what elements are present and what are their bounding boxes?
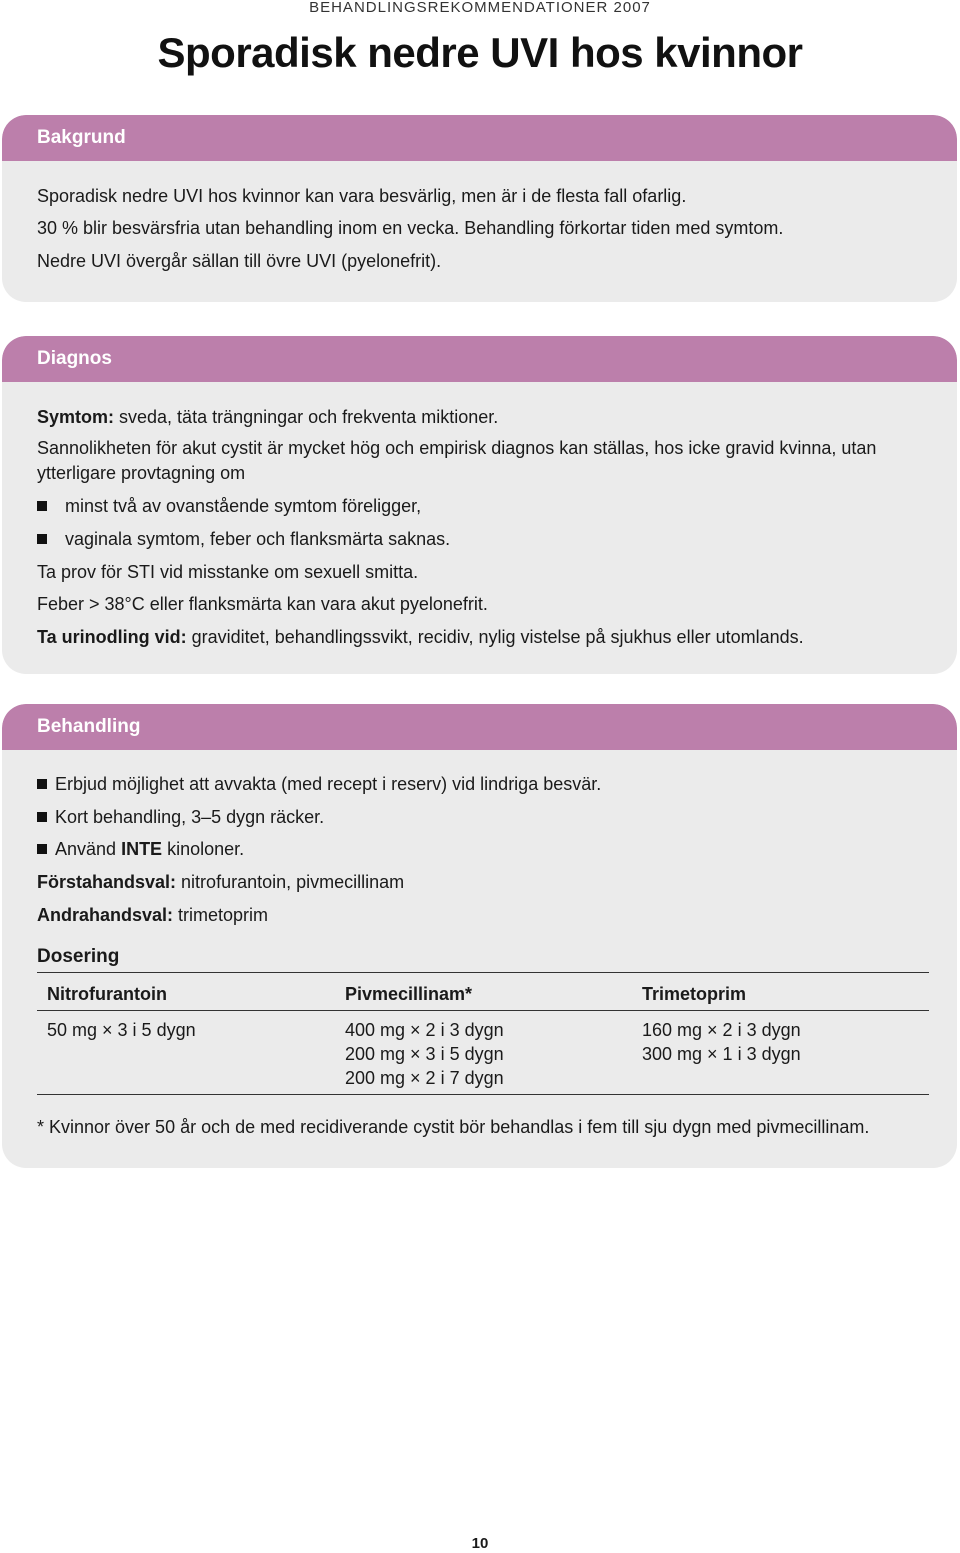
bullet-square-icon <box>37 844 47 854</box>
bakgrund-line-3: Nedre UVI övergår sällan till övre UVI (pyelonefrit). <box>37 251 442 271</box>
bullet-square-icon <box>37 812 47 822</box>
forstahandsval <box>37 871 404 893</box>
diagnos-sti: Ta prov för STI vid misstanke om sexuell smitta. <box>37 562 419 582</box>
dosering-col-header: Pivmecillinam* <box>345 984 473 1004</box>
bullet-square-icon <box>37 501 47 511</box>
andrahandsval-text: trimetoprim <box>173 905 269 925</box>
behandling-bullet-2-text: Kort behandling, 3–5 dygn räcker. <box>55 807 325 827</box>
symtom-label: Symtom: <box>37 407 115 427</box>
symtom-text: sveda, täta trängningar och frekventa miktioner. <box>114 407 499 427</box>
dosering-header-rule <box>37 1010 929 1011</box>
forstahandsval-text: nitrofurantoin, pivmecillinam <box>176 872 405 892</box>
dosering-cell: 300 mg × 1 i 3 dygn <box>642 1044 801 1064</box>
diagnos-bullet-1 <box>37 495 421 517</box>
urinodling-label: Ta urinodling vid: <box>37 627 187 647</box>
diagnos-bullet-2 <box>37 528 450 550</box>
section-behandling <box>2 704 957 1168</box>
dosering-cell: 200 mg × 2 i 7 dygn <box>345 1068 504 1088</box>
forstahandsval-label: Förstahandsval: <box>37 872 177 892</box>
behandling-bullet-1-text: Erbjud möjlighet att avvakta (med recept i reserv) vid lindriga besvär. <box>55 774 602 794</box>
page-title: Sporadisk nedre UVI hos kvinnor <box>157 29 803 76</box>
andrahandsval-label: Andrahandsval: <box>37 905 174 925</box>
diagnos-bullet-1-text: minst två av ovanstående symtom föreligger, <box>65 496 422 516</box>
dosering-top-rule <box>37 972 929 973</box>
dosering-bottom-rule <box>37 1094 929 1095</box>
bullet-square-icon <box>37 534 47 544</box>
diagnos-symtom <box>37 406 498 428</box>
bakgrund-line-2: 30 % blir besvärsfria utan behandling inom en vecka. Behandling förkortar tiden med symtom. <box>37 218 784 238</box>
diagnos-feber: Feber > 38°C eller flanksmärta kan vara akut pyelonefrit. <box>37 594 488 614</box>
dosering-cell: 200 mg × 3 i 5 dygn <box>345 1044 504 1064</box>
diagnos-paragraph: Sannolikheten för akut cystit är mycket hög och empirisk diagnos kan ställas, hos icke gravid kvinna, utan ytterligare provtagning om <box>37 438 877 483</box>
urinodling-text: graviditet, behandlingssvikt, recidiv, nylig vistelse på sjukhus eller utomlands. <box>186 627 804 647</box>
running-head: BEHANDLINGSREKOMMENDATIONER 2007 <box>309 0 651 16</box>
dosering-cell: 50 mg × 3 i 5 dygn <box>47 1020 196 1040</box>
dosering-footnote: * Kvinnor över 50 år och de med recidiverande cystit bör behandlas i fem till sju dygn med pivmecillinam. <box>37 1117 870 1137</box>
bullet-square-icon <box>37 779 47 789</box>
section-bakgrund <box>2 115 957 302</box>
behandling-bullet-2 <box>37 806 324 828</box>
dosering-cell: 400 mg × 2 i 3 dygn <box>345 1020 504 1040</box>
dosering-col-header: Trimetoprim <box>642 984 747 1004</box>
section-header-diagnos: Diagnos <box>2 336 957 382</box>
bakgrund-line-1: Sporadisk nedre UVI hos kvinnor kan vara besvärlig, men är i de flesta fall ofarlig. <box>37 186 687 206</box>
dosering-cell: 160 mg × 2 i 3 dygn <box>642 1020 801 1040</box>
behandling-bullet-3 <box>37 838 244 860</box>
section-diagnos <box>2 336 957 674</box>
behandling-bullet-3-pre: Använd <box>55 839 122 859</box>
dosering-heading: Dosering <box>37 946 120 967</box>
behandling-bullet-3-bold: INTE <box>121 839 163 859</box>
behandling-bullet-3-post: kinoloner. <box>162 839 245 859</box>
section-header-bakgrund: Bakgrund <box>2 115 957 161</box>
section-header-behandling: Behandling <box>2 704 957 750</box>
behandling-bullet-1 <box>37 773 601 795</box>
dosering-col-header: Nitrofurantoin <box>47 984 167 1004</box>
page-number: 10 <box>471 1535 489 1552</box>
andrahandsval <box>37 904 268 926</box>
diagnos-urinodling <box>37 626 804 648</box>
diagnos-bullet-2-text: vaginala symtom, feber och flanksmärta saknas. <box>65 529 451 549</box>
